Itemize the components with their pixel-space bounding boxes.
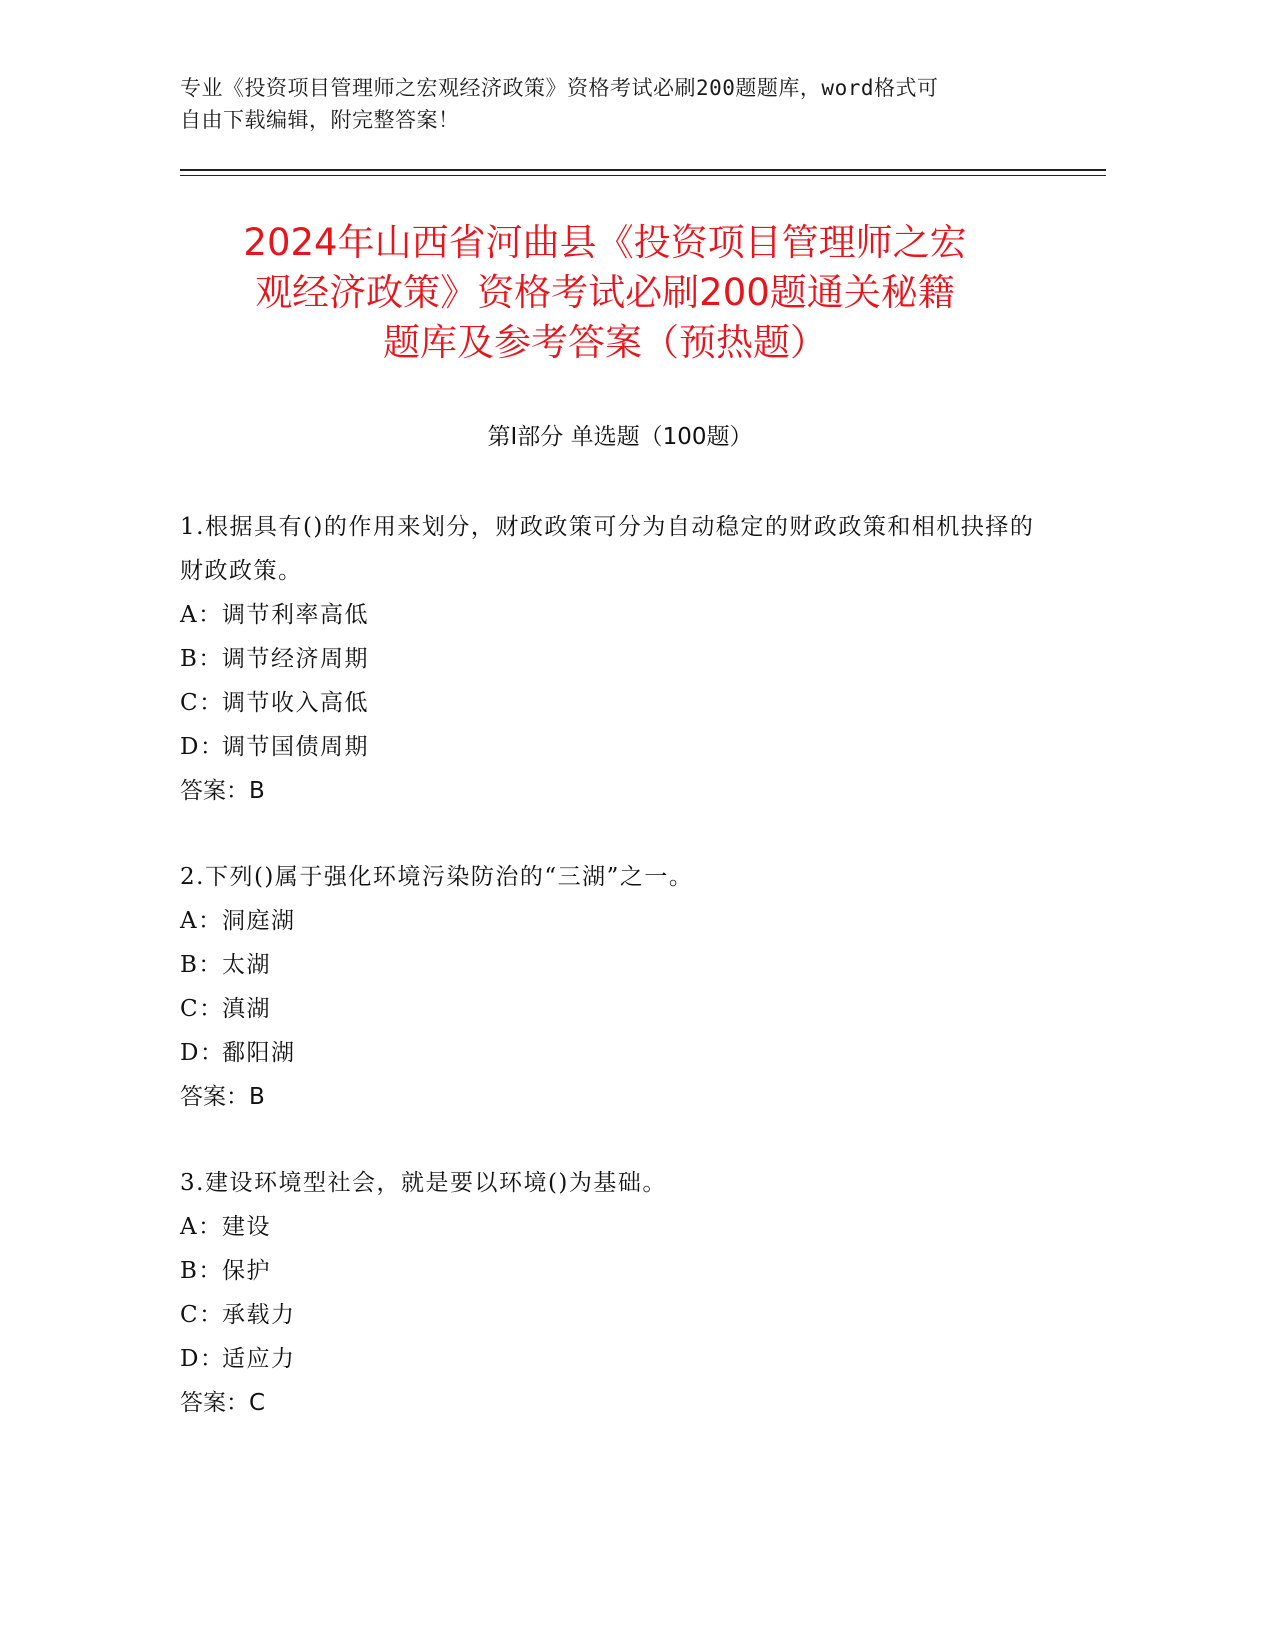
answer-line: 答案：C [180, 1390, 266, 1416]
option-key: A： [180, 1214, 223, 1240]
option-key: C： [180, 690, 224, 716]
option-a [180, 593, 1040, 637]
answer-line: 答案：B [180, 1084, 265, 1110]
option-b [180, 943, 1040, 987]
question-2 [180, 855, 1040, 1119]
option-text: 滇湖 [222, 996, 271, 1022]
option-a [180, 1205, 1040, 1249]
option-key: D： [180, 1040, 225, 1066]
option-text: 调节国债周期 [222, 734, 369, 760]
option-b [180, 637, 1040, 681]
option-text: 鄱阳湖 [222, 1040, 296, 1066]
option-c [180, 681, 1040, 725]
option-text: 调节利率高低 [222, 602, 369, 628]
option-text: 建设 [222, 1214, 271, 1240]
header-note-line-1: 专业《投资项目管理师之宏观经济政策》资格考试必刷200题题库，word格式可 [180, 76, 939, 100]
option-key: B： [180, 1258, 223, 1284]
section-title: 第Ⅰ部分 单选题（100题） [487, 424, 753, 450]
option-a [180, 899, 1040, 943]
option-text: 调节经济周期 [222, 646, 369, 672]
document-title-line-3: 题库及参考答案（预热题） [383, 321, 827, 364]
option-key: D： [180, 734, 225, 760]
header-divider-thin [180, 175, 1106, 176]
document-title-line-1: 2024年山西省河曲县《投资项目管理师之宏 [243, 221, 967, 264]
option-key: C： [180, 1302, 224, 1328]
option-text: 承载力 [222, 1302, 296, 1328]
option-b [180, 1249, 1040, 1293]
option-text: 保护 [222, 1258, 271, 1284]
option-key: B： [180, 646, 223, 672]
question-stem: 2.下列()属于强化环境污染防治的“三湖”之一。 [180, 864, 694, 890]
document-title-line-2: 观经济政策》资格考试必刷200题通关秘籍 [255, 271, 955, 314]
option-text: 太湖 [222, 952, 271, 978]
option-d [180, 1031, 1040, 1075]
question-stem: 3.建设环境型社会，就是要以环境()为基础。 [180, 1170, 667, 1196]
option-key: D： [180, 1346, 225, 1372]
header-note [180, 72, 1060, 136]
header-divider-thick [180, 169, 1106, 171]
option-d [180, 1337, 1040, 1381]
question-stem: 1.根据具有()的作用来划分，财政政策可分为自动稳定的财政政策和相机抉择的财政政策。 [180, 514, 1035, 584]
answer-line: 答案：B [180, 778, 265, 804]
question-1 [180, 505, 1040, 813]
option-text: 洞庭湖 [222, 908, 296, 934]
option-c [180, 1293, 1040, 1337]
option-text: 适应力 [222, 1346, 296, 1372]
document-title [175, 218, 1035, 368]
option-c [180, 987, 1040, 1031]
option-text: 调节收入高低 [222, 690, 369, 716]
option-key: A： [180, 908, 223, 934]
header-note-line-2: 自由下载编辑，附完整答案！ [180, 108, 460, 132]
option-key: A： [180, 602, 223, 628]
option-key: B： [180, 952, 223, 978]
question-list [180, 505, 1040, 1467]
option-key: C： [180, 996, 224, 1022]
question-3 [180, 1161, 1040, 1425]
option-d [180, 725, 1040, 769]
